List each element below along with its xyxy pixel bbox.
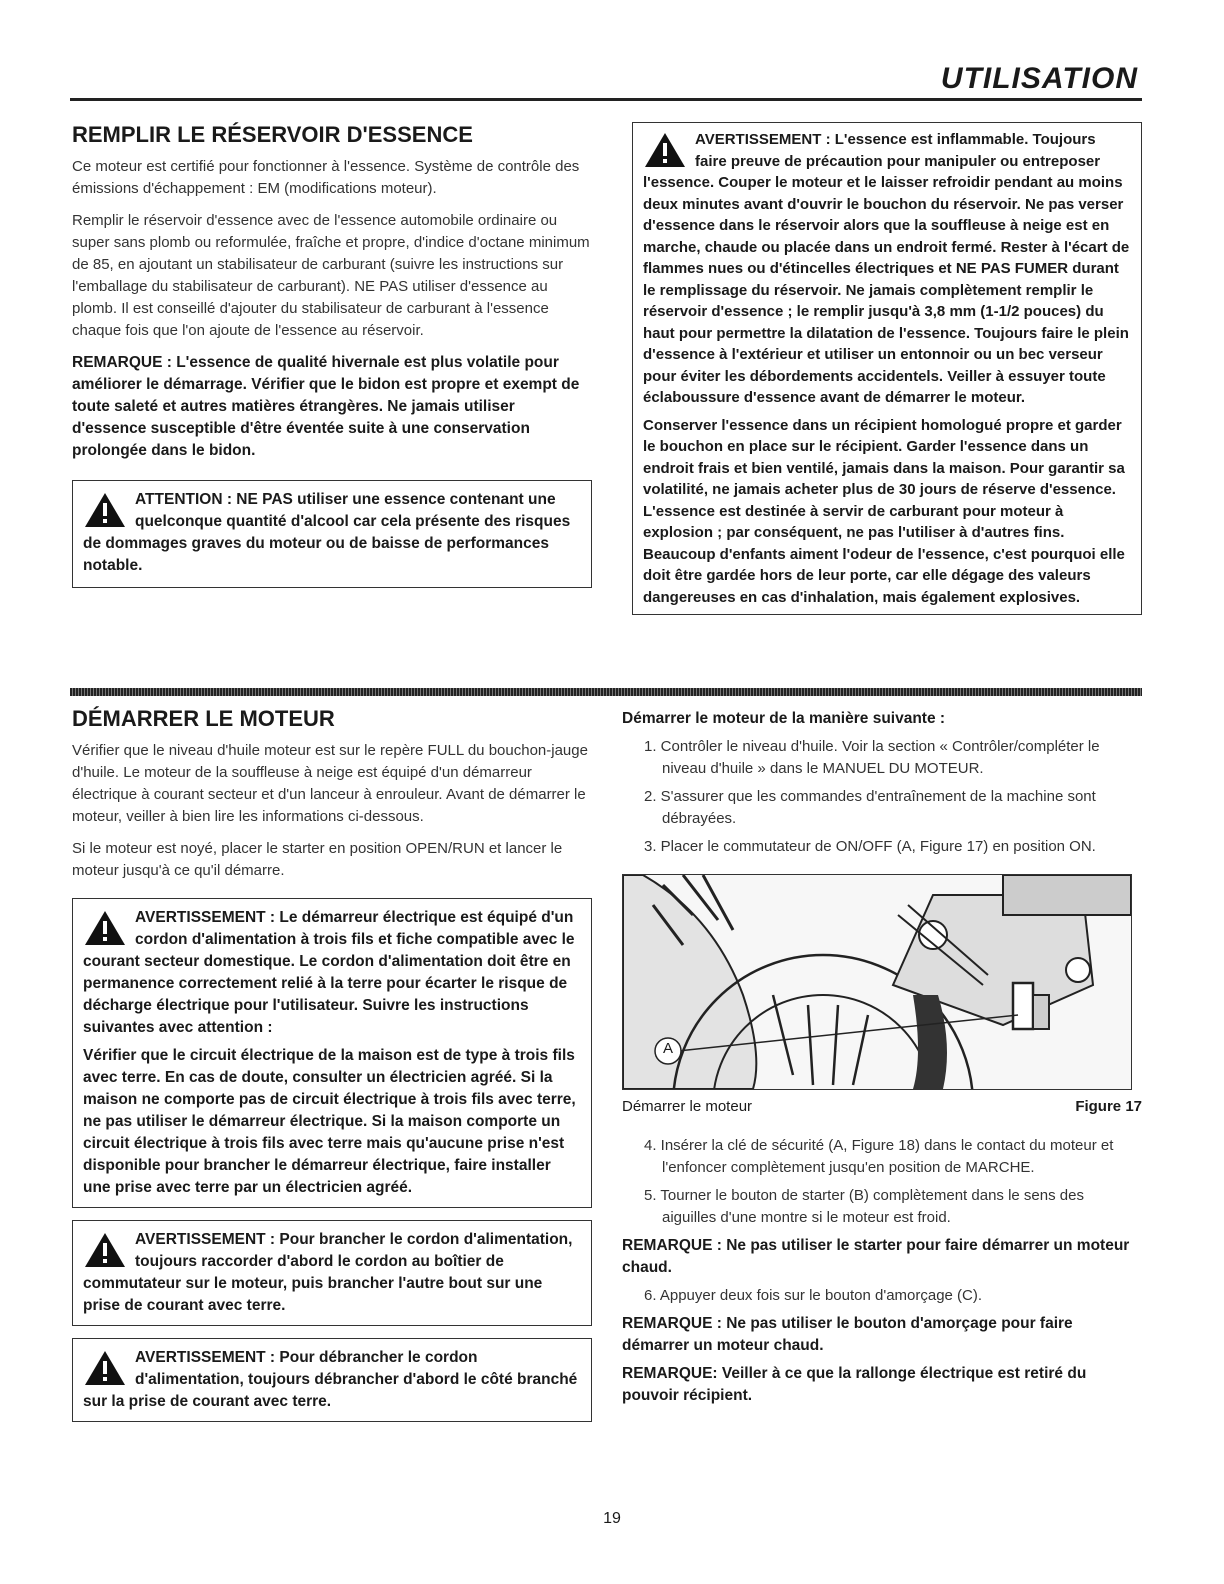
figure-caption-number: Figure 17 (1075, 1098, 1142, 1115)
fuel-paragraph-1: Ce moteur est certifié pour fonctionner à l'essence. Système de contrôle des émissions d'échappement : EM (modifications moteur). (72, 158, 580, 197)
fuel-caution-text: ATTENTION : NE PAS utiliser une essence contenant une quelconque quantité d'alcool car cela présente des risques de dommages graves du moteur ou de baisse de performances notable. (83, 491, 571, 574)
disconnect-cord-warning-text: AVERTISSEMENT : Pour débrancher le cordon d'alimentation, toujours débrancher d'abord le côté branché sur la prise de courant avec terre. (83, 1349, 578, 1410)
procedure-steps-b (622, 1135, 1142, 1229)
start-paragraph-2: Si le moteur est noyé, placer le starter en position OPEN/RUN et lancer le moteur jusqu'à ce qu'il démarre. (72, 840, 563, 879)
procedure-heading: Démarrer le moteur de la manière suivante : (622, 710, 946, 727)
section-divider (70, 688, 1142, 696)
list-item: 2. S'assurer que les commandes d'entraînement de la machine sont débrayées. (644, 788, 1096, 827)
page-number: 19 (603, 1510, 621, 1527)
fuel-caution-box (72, 480, 592, 588)
electric-starter-warning-p2: Vérifier que le circuit électrique de la maison est de type à trois fils avec terre. En cas de doute, consulter un électricien agréé. Si la maison ne comporte pas de circuit électrique à trois fils avec terre, ne pas utiliser le démarreur électrique. Si la maison comporte un circuit électrique à trois fils avec terre mais qu'aucune prise n'est disponible pour brancher le démarreur électrique, faire installer une prise avec terre par un électricien agréé. (83, 1047, 576, 1196)
procedure-note-1: REMARQUE : Ne pas utiliser le starter pour faire démarrer un moteur chaud. (622, 1237, 1130, 1276)
start-section (72, 706, 592, 1422)
fuel-warning-box (632, 122, 1142, 615)
list-item: 3. Placer le commutateur de ON/OFF (A, Figure 17) en position ON. (644, 838, 1096, 855)
list-item: 4. Insérer la clé de sécurité (A, Figure 18) dans le contact du moteur et l'enfoncer complètement jusqu'en position de MARCHE. (644, 1137, 1114, 1176)
page-header-title: UTILISATION (940, 62, 1138, 95)
header-rule (70, 98, 1142, 101)
procedure-note-3: REMARQUE: Veiller à ce que la rallonge électrique est retiré du pouvoir récipient. (622, 1365, 1087, 1404)
disconnect-cord-warning-box (72, 1338, 592, 1422)
figure-17-caption (622, 1098, 1142, 1115)
procedure-note-2: REMARQUE : Ne pas utiliser le bouton d'amorçage pour faire démarrer un moteur chaud. (622, 1315, 1073, 1354)
fuel-warning-column (632, 122, 1142, 615)
fuel-warning-paragraph-2: Conserver l'essence dans un récipient homologué propre et garder le bouchon en place sur le récipient. Garder l'essence dans un endroit frais et bien ventilé, jamais dans la maison. Pour garantir sa volatilité, ne jamais acheter plus de 30 jours de réserve d'essence. L'essence est destinée à servir de carburant pour moteur à explosion ; par conséquent, ne pas l'utiliser à d'autres fins. Beaucoup d'enfants aiment l'odeur de l'essence, c'est pourquoi elle doit être gardée hors de leur porte, car elle dégage des valeurs dangereuses en cas d'inhalation, mais également explosives. (643, 416, 1125, 606)
warning-triangle-icon (83, 1349, 129, 1387)
electric-starter-warning-box (72, 898, 592, 1208)
figure-17-illustration (622, 874, 1132, 1090)
procedure-steps-a (622, 736, 1142, 858)
list-item: 1. Contrôler le niveau d'huile. Voir la section « Contrôler/compléter le niveau d'huile » dans le MANUEL DU MOTEUR. (644, 738, 1100, 777)
warning-triangle-icon (83, 1231, 129, 1269)
start-section-title: DÉMARRER LE MOTEUR (72, 706, 335, 731)
list-item: 5. Tourner le bouton de starter (B) complètement dans le sens des aiguilles d'une montre si le moteur est froid. (644, 1187, 1084, 1226)
connect-cord-warning-box (72, 1220, 592, 1326)
warning-triangle-icon (83, 909, 129, 947)
fuel-note: REMARQUE : L'essence de qualité hivernale est plus volatile pour améliorer le démarrage. Vérifier que le bidon est propre et exempt de toute saleté et autres matières étrangères. Ne jamais utiliser d'essence susceptible d'être éventée suite à une conservation prolongée dans le bidon. (72, 354, 580, 459)
fuel-warning-paragraph-1: AVERTISSEMENT : L'essence est inflammable. Toujours faire preuve de précaution pour manipuler ou entreposer l'essence. Couper le moteur et le laisser refroidir pendant au moins deux minutes avant d'ouvrir le bouchon du réservoir. Ne pas verser d'essence dans le réservoir alors que la souffleuse à neige est en marche, chaude ou placée dans un endroit fermé. Rester à l'écart de flammes nues ou d'étincelles électriques et NE PAS FUMER durant le remplissage du réservoir. Ne jamais complètement remplir le réservoir d'essence ; le remplir jusqu'à 3,8 mm (1-1/2 pouces) du haut pour permettre la dilatation de l'essence. Toujours faire le plein d'essence à l'extérieur et utiliser un entonnoir ou un bec verseur pour éviter les débordements accidentels. Veiller à essuyer toute éclaboussure d'essence avant de démarrer le moteur. (643, 131, 1130, 406)
fuel-section-title: REMPLIR LE RÉSERVOIR D'ESSENCE (72, 122, 473, 147)
connect-cord-warning-text: AVERTISSEMENT : Pour brancher le cordon d'alimentation, toujours raccorder d'abord le cordon au boîtier de commutateur sur le moteur, puis brancher l'autre bout sur une prise de courant avec terre. (83, 1231, 573, 1314)
start-paragraph-1: Vérifier que le niveau d'huile moteur est sur le repère FULL du bouchon-jauge d'huile. Le moteur de la souffleuse à neige est équipé d'un démarreur électrique à courant secteur et d'un lanceur à enrouleur. Avant de démarrer le moteur, veiller à bien lire les informations ci-dessous. (72, 742, 588, 825)
electric-starter-warning-p1: AVERTISSEMENT : Le démarreur électrique est équipé d'un cordon d'alimentation à trois fils et fiche compatible avec le courant secteur domestique. Le cordon d'alimentation doit être en permanence correctement relié à la terre pour écarter le risque de décharge électrique pour l'utilisateur. Suivre les instructions suivantes avec attention : (83, 909, 575, 1036)
list-item: 6. Appuyer deux fois sur le bouton d'amorçage (C). (644, 1287, 983, 1304)
procedure-step-6 (622, 1285, 1142, 1307)
figure-callout-a: A (662, 1040, 673, 1057)
start-procedure (622, 710, 1142, 1417)
fuel-paragraph-2: Remplir le réservoir d'essence avec de l'essence automobile ordinaire ou super sans plomb ou reformulée, fraîche et propre, d'indice d'octane minimum de 85, en ajoutant un stabilisateur de carburant (suivre les instructions sur l'emballage du stabilisateur de carburant). NE PAS utiliser d'essence au plomb. Il est conseillé d'ajouter du stabilisateur de carburant à l'essence chaque fois que l'on ajoute de l'essence au réservoir. (72, 212, 590, 339)
warning-triangle-icon (643, 131, 689, 169)
figure-caption-left: Démarrer le moteur (622, 1098, 753, 1115)
warning-triangle-icon (83, 491, 129, 529)
fuel-section (72, 122, 592, 600)
